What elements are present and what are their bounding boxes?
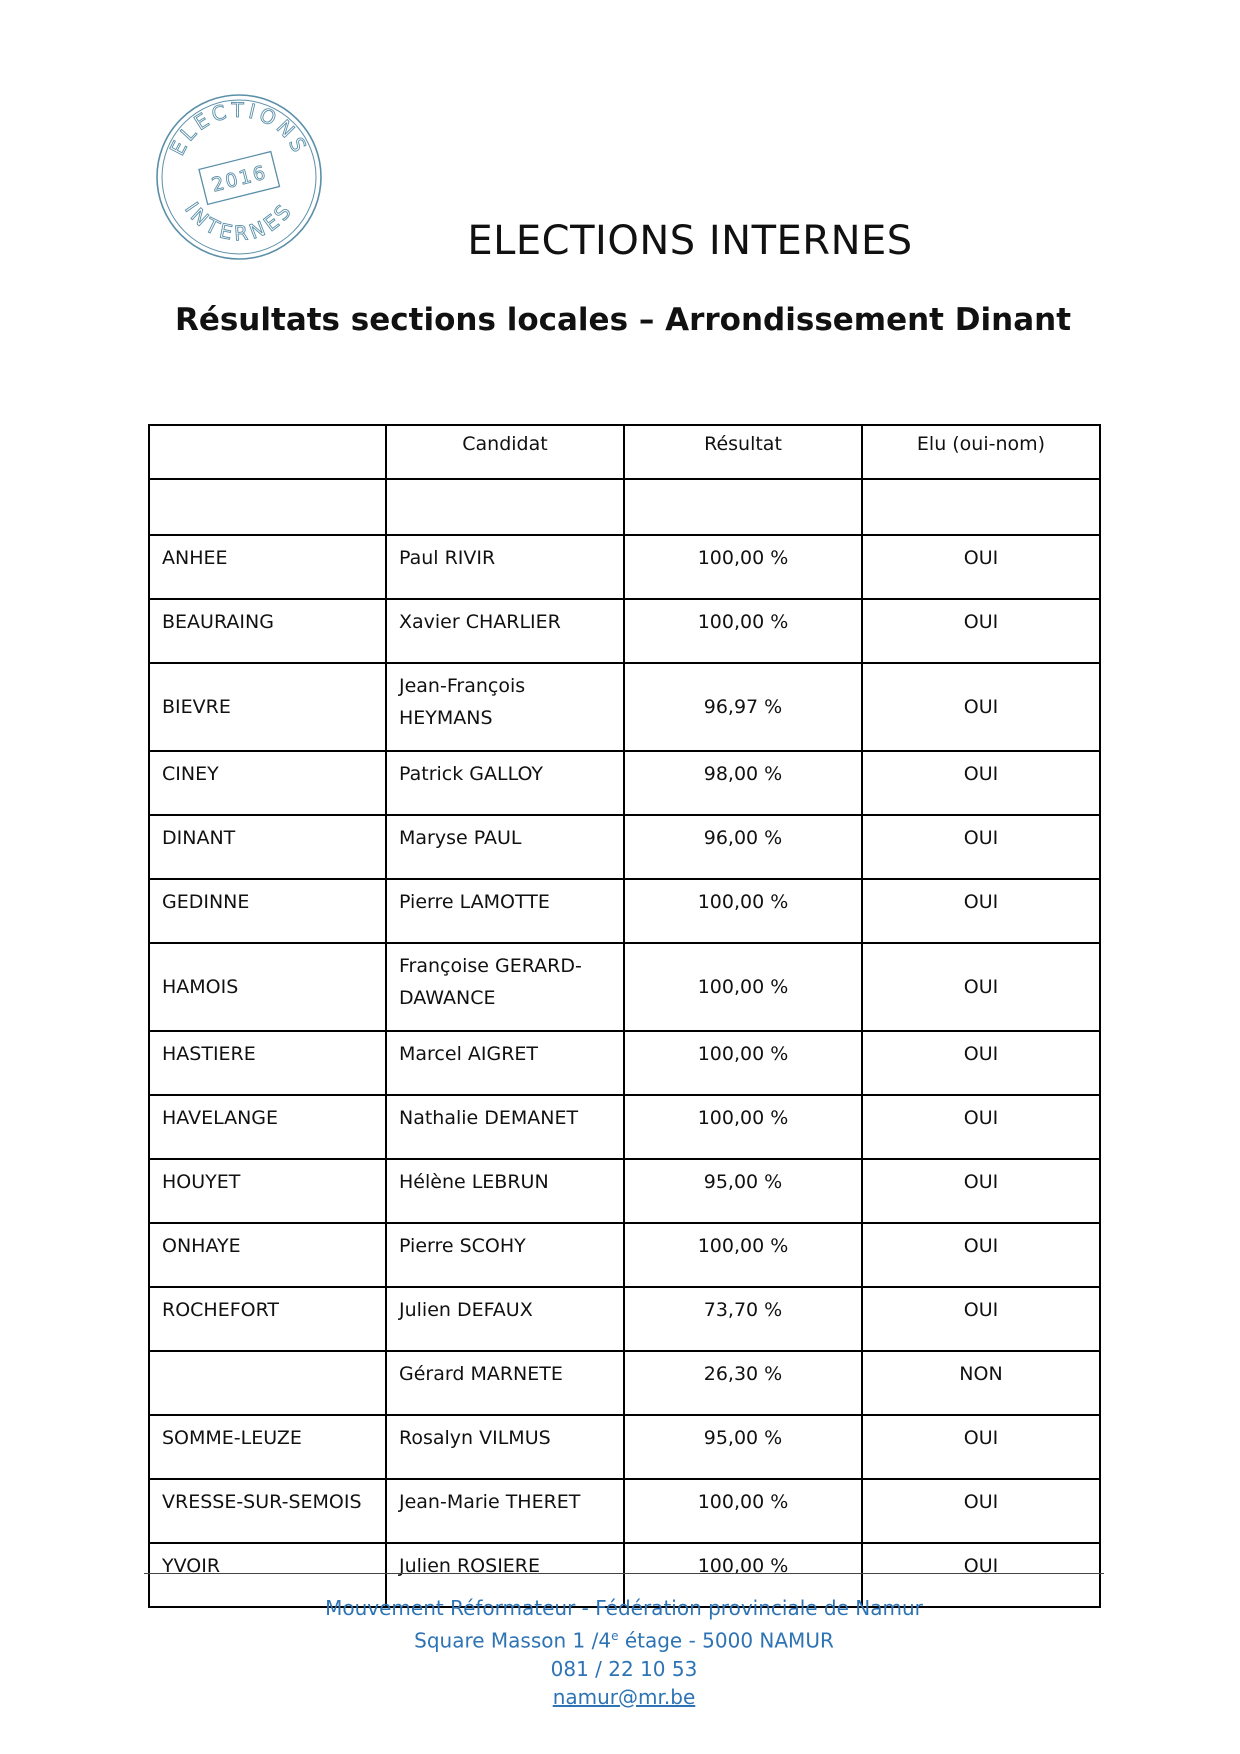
result-cell: 95,00 % [624,1159,862,1223]
section-cell: HASTIERE [149,1031,386,1095]
section-cell [149,1351,386,1415]
table-row [149,815,1100,879]
section-cell: BIEVRE [149,663,386,751]
table-row [149,1479,1100,1543]
elected-cell: OUI [862,599,1100,663]
header-result: Résultat [624,425,862,479]
header-candidate: Candidat [386,425,624,479]
logo-year: 2016 [209,161,270,197]
result-cell: 100,00 % [624,879,862,943]
elected-cell: OUI [862,1287,1100,1351]
candidate-cell: Xavier CHARLIER [386,599,624,663]
elected-cell: OUI [862,943,1100,1031]
result-cell: 95,00 % [624,1415,862,1479]
candidate-cell: Julien DEFAUX [386,1287,624,1351]
result-cell: 100,00 % [624,1223,862,1287]
section-cell: DINANT [149,815,386,879]
elected-cell: OUI [862,815,1100,879]
footer-phone: 081 / 22 10 53 [550,1656,698,1681]
candidate-cell: Jean-François HEYMANS [386,663,624,751]
table-row [149,943,1100,1031]
section-cell: SOMME-LEUZE [149,1415,386,1479]
candidate-cell: Patrick GALLOY [386,751,624,815]
table-row [149,1031,1100,1095]
table-row [149,535,1100,599]
candidate-cell: Maryse PAUL [386,815,624,879]
candidate-cell: Jean-Marie THERET [386,1479,624,1543]
footer-address-end: étage - 5000 NAMUR [618,1628,834,1653]
candidate-cell: Marcel AIGRET [386,1031,624,1095]
section-cell: BEAURAING [149,599,386,663]
result-cell: 26,30 % [624,1351,862,1415]
section-cell: YVOIR [149,1543,386,1607]
results-table [148,424,1101,1608]
table-cell [149,479,386,535]
section-cell: HOUYET [149,1159,386,1223]
elected-cell: OUI [862,663,1100,751]
result-cell: 100,00 % [624,1031,862,1095]
table-row [149,663,1100,751]
result-cell: 100,00 % [624,599,862,663]
section-cell: GEDINNE [149,879,386,943]
table-row [149,1223,1100,1287]
candidate-cell: Hélène LEBRUN [386,1159,624,1223]
section-cell: HAMOIS [149,943,386,1031]
section-cell: VRESSE-SUR-SEMOIS [149,1479,386,1543]
table-blank-row [149,479,1100,535]
footer-address [0,1622,1240,1655]
result-cell: 96,97 % [624,663,862,751]
table-cell [862,479,1100,535]
footer-email-link[interactable]: namur@mr.be [552,1684,696,1709]
result-cell: 73,70 % [624,1287,862,1351]
candidate-cell: Nathalie DEMANET [386,1095,624,1159]
result-cell: 100,00 % [624,943,862,1031]
section-cell: ANHEE [149,535,386,599]
table-row [149,599,1100,663]
result-cell: 100,00 % [624,1095,862,1159]
document-subtitle: Résultats sections locales – Arrondissement Dinant [174,302,1072,338]
elected-cell: OUI [862,1543,1100,1607]
elected-cell: OUI [862,535,1100,599]
candidate-cell: Pierre SCOHY [386,1223,624,1287]
section-cell: HAVELANGE [149,1095,386,1159]
table-row [149,751,1100,815]
elected-cell: NON [862,1351,1100,1415]
result-cell: 100,00 % [624,535,862,599]
footer-divider [144,1573,1104,1574]
table-row [149,1159,1100,1223]
section-cell: CINEY [149,751,386,815]
table-row [149,1095,1100,1159]
candidate-cell: Paul RIVIR [386,535,624,599]
elected-cell: OUI [862,1223,1100,1287]
elected-cell: OUI [862,751,1100,815]
elected-cell: OUI [862,1095,1100,1159]
footer-address-start: Square Masson 1 /4 [414,1628,612,1653]
logo-top-text: ELECTIONS [164,97,314,160]
logo-bottom-text: INTERNES [180,197,299,246]
table-row [149,1287,1100,1351]
table-cell [386,479,624,535]
document-title: ELECTIONS INTERNES [467,218,913,264]
candidate-cell: Pierre LAMOTTE [386,879,624,943]
result-cell: 96,00 % [624,815,862,879]
result-cell: 98,00 % [624,751,862,815]
elected-cell: OUI [862,1479,1100,1543]
elected-cell: OUI [862,879,1100,943]
candidate-cell: Rosalyn VILMUS [386,1415,624,1479]
table-row [149,1351,1100,1415]
footer [0,1594,1240,1711]
result-cell: 100,00 % [624,1543,862,1607]
svg-text:ELECTIONS [165,98,313,159]
table-row [149,879,1100,943]
table-cell [624,479,862,535]
candidate-cell: Françoise GERARD-DAWANCE [386,943,624,1031]
section-cell: ONHAYE [149,1223,386,1287]
header-elected: Elu (oui-nom) [862,425,1100,479]
elected-cell: OUI [862,1159,1100,1223]
header-section [149,425,386,479]
elected-cell: OUI [862,1415,1100,1479]
table-header-row [149,425,1100,479]
footer-organisation: Mouvement Réformateur - Fédération provinciale de Namur [325,1596,923,1620]
table-row [149,1415,1100,1479]
footer-address-sup: e [611,1629,619,1643]
result-cell: 100,00 % [624,1479,862,1543]
candidate-cell: Julien ROSIERE [386,1543,624,1607]
elected-cell: OUI [862,1031,1100,1095]
candidate-cell: Gérard MARNETE [386,1351,624,1415]
section-cell: ROCHEFORT [149,1287,386,1351]
